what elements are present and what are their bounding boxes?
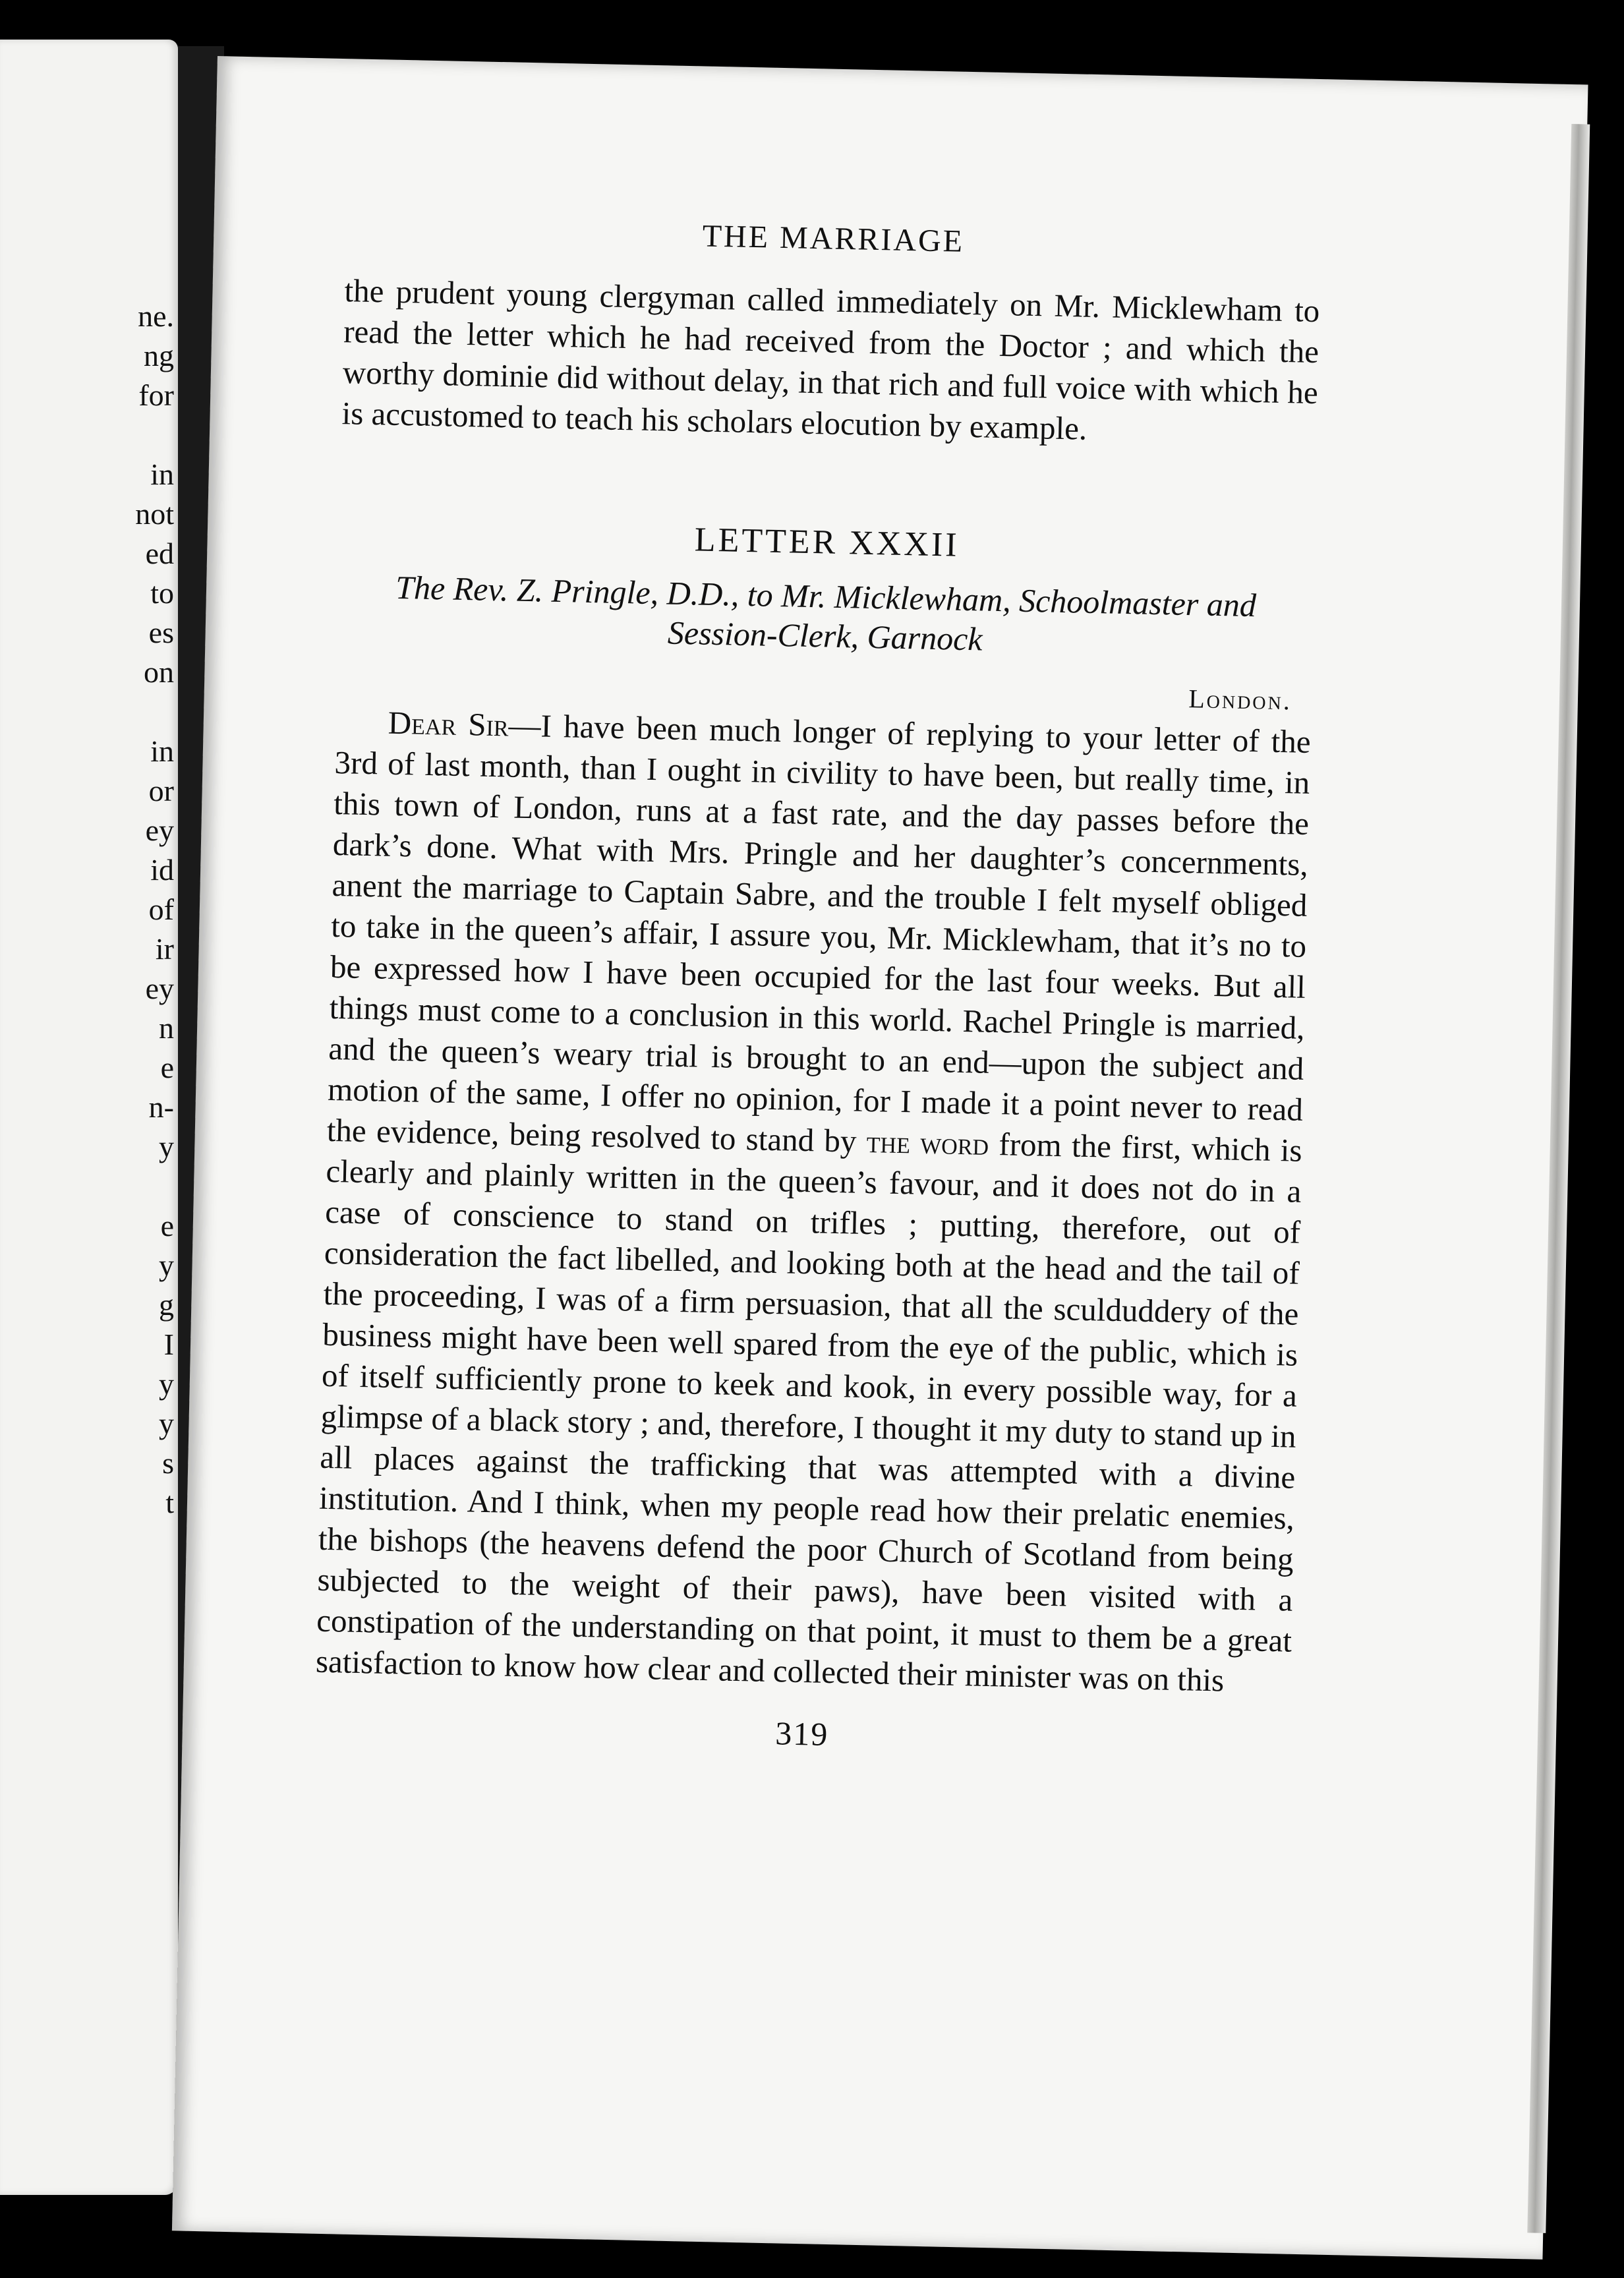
left-fragment: y — [159, 1130, 174, 1163]
left-fragment: y — [159, 1407, 174, 1440]
left-fragment: ng — [144, 339, 174, 372]
left-fragment: ne. — [138, 299, 174, 333]
left-fragment: s — [162, 1446, 174, 1480]
left-fragment: n- — [148, 1090, 174, 1124]
left-fragment: n — [159, 1011, 174, 1045]
left-fragment: e — [160, 1051, 174, 1084]
left-fragment: g — [159, 1288, 174, 1322]
left-page-text-fragments — [82, 297, 174, 1523]
the-word: the word — [866, 1123, 989, 1162]
salutation: Dear Sir — [388, 704, 509, 744]
left-facing-page — [0, 40, 178, 2195]
left-fragment: to — [150, 576, 174, 610]
body-part-1: —I have been much longer of replying to your letter of the 3rd of last month, than I ought in civility to have been, but really time, in this town of London, runs at a fast rate, and the day passes before the dark’s done. What with Mrs. Pringle and her daughter’s concernments, anent the marriage to Captain Sabre, and the trouble I felt myself obliged to take in the queen’s affair, I assure you, Mr. Micklewham, that it’s no to be expressed how I have been occupied for the last four weeks. But all things must come to a conclusion in this world. Rachel Pringle is married, and the queen’s weary trial is brought to an end—upon the subject and motion of the same, I offer no opinion, for I made it a point never to read the evidence, being resolved to stand by — [326, 707, 1312, 1159]
left-fragment: es — [148, 616, 174, 649]
left-fragment: ey — [145, 813, 174, 847]
left-fragment: of — [148, 892, 174, 926]
left-fragment: ey — [145, 972, 174, 1005]
letter-subheading: The Rev. Z. Pringle, D.D., to Mr. Micklewham, Schoolmaster and Session-Clerk, Garnock — [395, 568, 1257, 658]
left-fragment: or — [148, 774, 174, 807]
left-fragment: for — [138, 378, 174, 412]
left-fragment: ed — [145, 537, 174, 570]
letter-heading: LETTER XXXII — [694, 521, 960, 564]
left-fragment: I — [163, 1328, 174, 1361]
left-fragment: in — [150, 734, 174, 768]
left-fragment: not — [135, 497, 174, 531]
left-fragment: t — [165, 1486, 174, 1519]
left-fragment: y — [159, 1248, 174, 1282]
left-fragment — [82, 415, 174, 455]
letter-body — [315, 701, 1311, 1703]
left-fragment — [82, 692, 174, 732]
left-fragment: id — [150, 853, 174, 887]
left-fragment — [82, 1167, 174, 1206]
opening-paragraph: the prudent young clergyman called immediately on Mr. Micklewham to read the letter which he had received from the Doctor ; and which the worthy dominie did without delay, in that rich and full voice with which he is accustomed to teach his scholars elocution by example. — [341, 272, 1320, 447]
left-fragment: y — [159, 1367, 174, 1401]
letter-place: London. — [1188, 684, 1292, 716]
page-content — [314, 210, 1321, 1763]
page-number: 319 — [774, 1714, 829, 1753]
left-fragment: e — [160, 1209, 174, 1242]
left-fragment: ir — [155, 932, 174, 966]
running-head: THE MARRIAGE — [702, 218, 965, 259]
book-page — [172, 56, 1588, 2260]
body-part-2: from the first, which is clearly and plainly written in the queen’s favour, and it does not do in a case of conscience to stand on trifles ; putting, therefore, out of consideration the fact libelled, and looking both at the head and the tail of the proceeding, I was of a firm persuasion, that all the sculduddery of the business might have been well spared from the eye of the public, which is of itself sufficiently prone to keek and kook, in every possible way, for a glimpse of a black story ; and, therefore, I thought it my duty to stand up in all places against the trafficking that was attempted with a divine institution. And I think, when my people read how their prelatic enemies, the bishops (the heavens defend the poor Church of Scotland from being subjected to the weight of their paws), have been visited with a constipation of the understanding on that point, it must to them be a great satisfaction to know how clear and collected their minister was on this — [315, 1125, 1303, 1699]
page-edge — [1527, 124, 1590, 2233]
left-fragment: on — [144, 655, 174, 689]
left-fragment: in — [150, 457, 174, 491]
